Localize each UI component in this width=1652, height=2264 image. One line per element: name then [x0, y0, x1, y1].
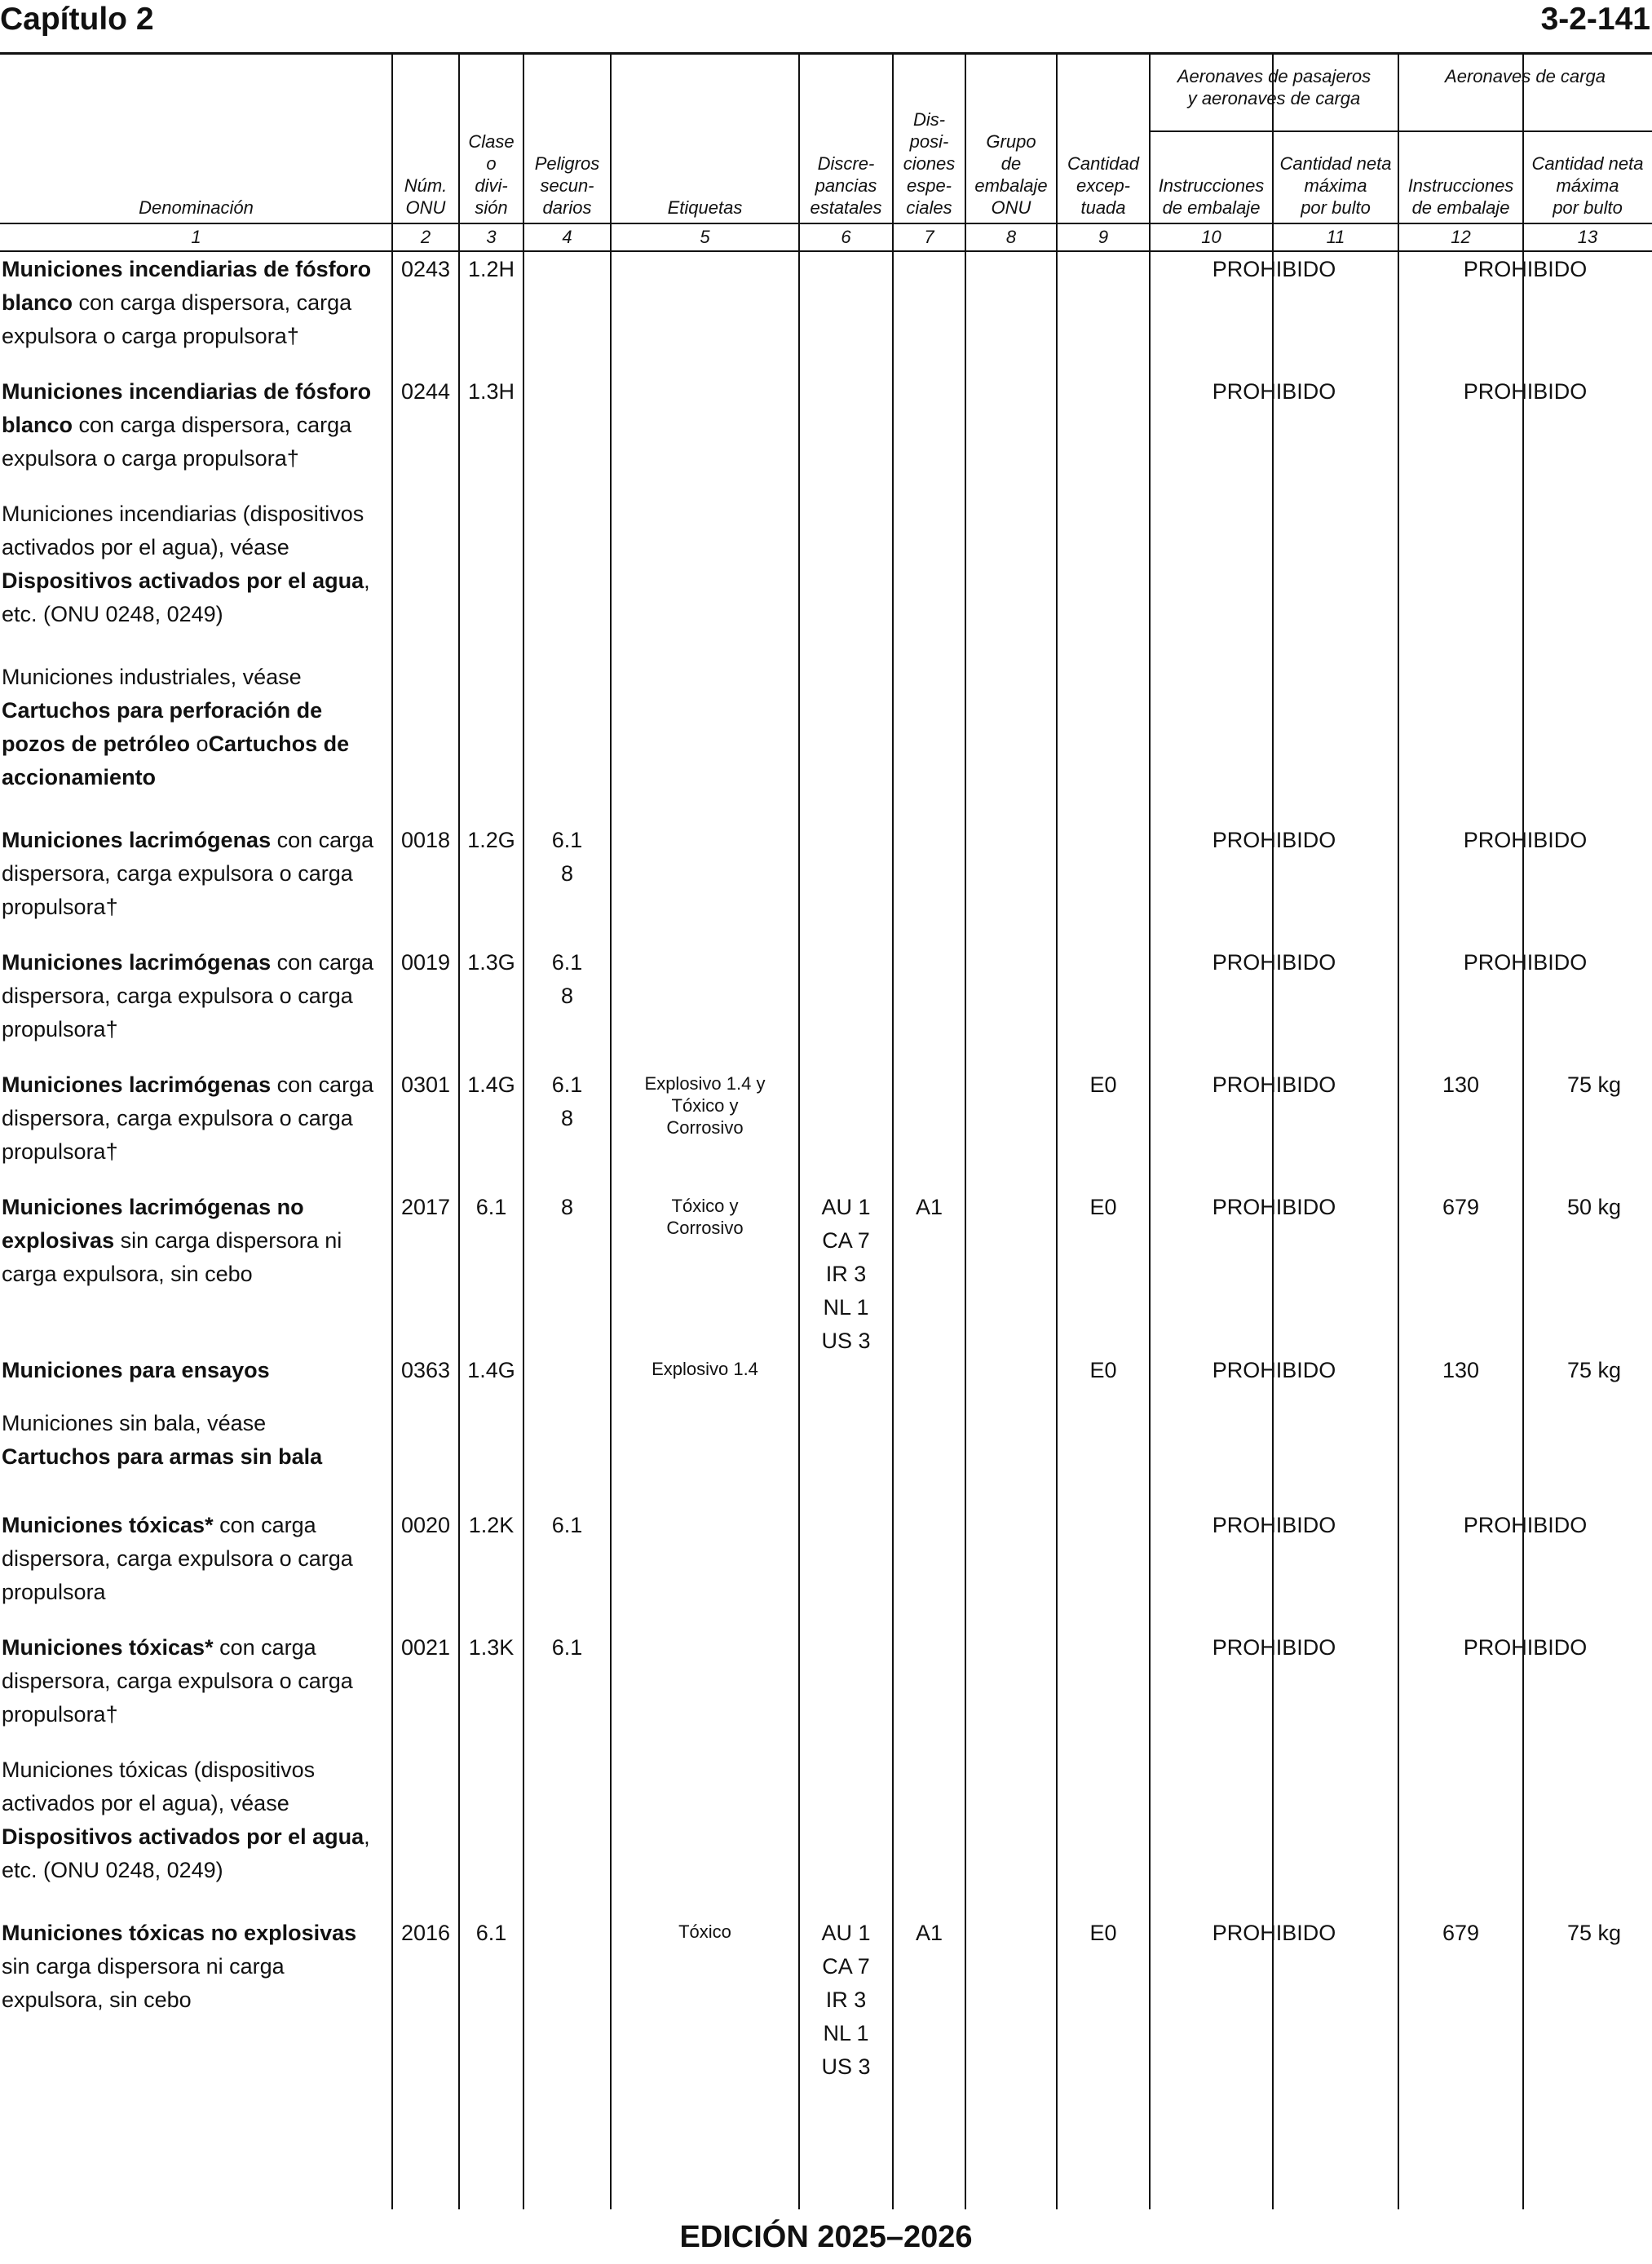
- bold-entry-text: Cartuchos de: [208, 732, 350, 756]
- column-number-7: 7: [924, 227, 934, 247]
- denomination-cell: [2, 497, 387, 631]
- entry-text: expulsora o carga propulsora†: [2, 446, 299, 471]
- column-number-10: 10: [1201, 227, 1221, 247]
- column-number-11: 11: [1326, 227, 1345, 247]
- chapter-title: Capítulo 2: [0, 2, 154, 37]
- special-provision-cell: A1: [915, 1921, 943, 1945]
- column-header-8: Grupo de embalaje ONU: [974, 131, 1048, 218]
- column-header-6: Discre- pancias estatales: [810, 153, 882, 218]
- edition-footer: EDICIÓN 2025–2026: [679, 2220, 973, 2254]
- bold-entry-text: Municiones lacrimógenas: [2, 828, 272, 852]
- class-division-cell: 1.2H: [467, 257, 515, 281]
- cargo-max-quantity-cell: 75 kg: [1566, 1921, 1621, 1945]
- denomination-cell: [2, 1917, 387, 2017]
- entry-text: etc. (ONU 0248, 0249): [2, 1858, 223, 1882]
- column-number-12: 12: [1451, 227, 1471, 247]
- un-number-cell: 0244: [400, 379, 451, 404]
- cargo-packing-instruction-cell: 130: [1442, 1358, 1480, 1382]
- group-header-rule: [1150, 130, 1652, 132]
- column-header-1: Denominación: [139, 197, 254, 218]
- denomination-cell: [2, 1631, 387, 1731]
- entry-text: o: [190, 732, 209, 756]
- column-header-5: Etiquetas: [667, 197, 743, 218]
- un-number-cell: 2017: [400, 1195, 451, 1219]
- entry-text: con carga: [213, 1513, 316, 1537]
- denomination-cell: [2, 1354, 387, 1387]
- cargo-max-quantity-cell: 75 kg: [1566, 1358, 1621, 1382]
- class-division-cell: 1.4G: [467, 1072, 515, 1097]
- passenger-prohibited-text: PROHIBIDO: [1212, 950, 1336, 975]
- denomination-cell: [2, 946, 387, 1046]
- class-division-cell: 1.3H: [467, 379, 515, 404]
- column-header-9: Cantidad excep- tuada: [1067, 153, 1140, 218]
- cargo-prohibited-text: PROHIBIDO: [1463, 379, 1588, 404]
- cargo-prohibited-text: PROHIBIDO: [1463, 950, 1588, 975]
- entry-text: carga expulsora, sin cebo: [2, 1262, 253, 1286]
- entry-text: con carga: [213, 1635, 316, 1660]
- column-header-2: Núm. ONU: [404, 175, 448, 218]
- entry-text: sin carga dispersora ni: [114, 1228, 342, 1253]
- bold-entry-text: Municiones incendiarias de fósforo: [2, 257, 372, 281]
- entry-text: propulsora†: [2, 1017, 118, 1041]
- entry-text: propulsora†: [2, 895, 118, 919]
- bold-entry-text: Cartuchos para perforación de: [2, 698, 323, 723]
- column-number-1: 1: [191, 227, 201, 247]
- column-divider: [892, 54, 894, 2209]
- entry-text: sin carga dispersora ni carga: [2, 1954, 285, 1979]
- entry-text: Municiones tóxicas (dispositivos: [2, 1758, 316, 1782]
- class-division-cell: 6.1: [475, 1921, 507, 1945]
- special-provision-cell: A1: [915, 1195, 943, 1219]
- un-number-cell: 0021: [400, 1635, 451, 1660]
- entry-text: con carga dispersora, carga: [73, 413, 352, 437]
- entry-text: con carga: [271, 950, 374, 975]
- cargo-prohibited-text: PROHIBIDO: [1463, 1635, 1588, 1660]
- state-variation-cell: AU 1 CA 7 IR 3 NL 1 US 3: [821, 1195, 871, 1353]
- label-cell: Tóxico y Corrosivo: [666, 1196, 744, 1238]
- entry-text: dispersora, carga expulsora o carga: [2, 1546, 353, 1571]
- bold-entry-text: Municiones lacrimógenas: [2, 1072, 272, 1097]
- denomination-cell: [2, 1509, 387, 1609]
- column-number-3: 3: [486, 227, 497, 247]
- column-header-13: Cantidad neta máxima por bulto: [1531, 153, 1644, 218]
- secondary-hazard-cell: 6.1 8: [551, 950, 583, 1008]
- state-variation-cell: AU 1 CA 7 IR 3 NL 1 US 3: [821, 1921, 871, 2079]
- entry-text: Municiones sin bala, véase: [2, 1411, 267, 1435]
- excepted-quantity-cell: E0: [1089, 1358, 1117, 1382]
- column-number-6: 6: [841, 227, 851, 247]
- column-header-4: Peligros secun- darios: [534, 153, 600, 218]
- un-number-cell: 0018: [400, 828, 451, 852]
- passenger-prohibited-text: PROHIBIDO: [1212, 1635, 1336, 1660]
- column-number-rule: [0, 250, 1652, 252]
- column-number-9: 9: [1098, 227, 1109, 247]
- denomination-cell: [2, 253, 387, 353]
- entry-text: activados por el agua), véase: [2, 1791, 289, 1815]
- label-cell: Explosivo 1.4 y Tóxico y Corrosivo: [644, 1073, 766, 1138]
- excepted-quantity-cell: E0: [1089, 1921, 1117, 1945]
- passenger-prohibited-text: PROHIBIDO: [1212, 257, 1336, 281]
- un-number-cell: 0363: [400, 1358, 451, 1382]
- denomination-cell: [2, 824, 387, 924]
- bold-entry-text: accionamiento: [2, 765, 157, 789]
- entry-text: dispersora, carga expulsora o carga: [2, 861, 353, 886]
- passenger-prohibited-text: PROHIBIDO: [1212, 1921, 1336, 1945]
- denomination-cell: [2, 1068, 387, 1169]
- cargo-prohibited-text: PROHIBIDO: [1463, 828, 1588, 852]
- column-number-4: 4: [562, 227, 572, 247]
- cargo-max-quantity-cell: 50 kg: [1566, 1195, 1621, 1219]
- bold-entry-text: Municiones para ensayos: [2, 1358, 270, 1382]
- secondary-hazard-cell: 6.1 8: [551, 828, 583, 886]
- column-number-13: 13: [1577, 227, 1598, 247]
- cargo-prohibited-text: PROHIBIDO: [1463, 1513, 1588, 1537]
- class-division-cell: 1.3K: [468, 1635, 515, 1660]
- bold-entry-text: blanco: [2, 290, 73, 315]
- entry-text: con carga: [271, 828, 374, 852]
- entry-text: Municiones industriales, véase: [2, 665, 302, 689]
- entry-text: dispersora, carga expulsora o carga: [2, 1669, 353, 1693]
- column-header-7: Dis- posi- ciones espe- ciales: [903, 109, 956, 218]
- cargo-max-quantity-cell: 75 kg: [1566, 1072, 1621, 1097]
- column-header-10: Instrucciones de embalaje: [1158, 175, 1265, 218]
- bold-entry-text: Municiones tóxicas*: [2, 1513, 214, 1537]
- passenger-prohibited-text: PROHIBIDO: [1212, 1072, 1336, 1097]
- denomination-cell: [2, 661, 387, 794]
- column-divider: [1056, 54, 1058, 2209]
- entry-text: expulsora o carga propulsora†: [2, 324, 299, 348]
- entry-text: dispersora, carga expulsora o carga: [2, 984, 353, 1008]
- class-division-cell: 1.3G: [467, 950, 515, 975]
- un-number-cell: 2016: [400, 1921, 451, 1945]
- entry-text: ,: [364, 568, 370, 593]
- passenger-prohibited-text: PROHIBIDO: [1212, 1513, 1336, 1537]
- cargo-packing-instruction-cell: 679: [1442, 1921, 1480, 1945]
- un-number-cell: 0243: [400, 257, 451, 281]
- entry-text: con carga dispersora, carga: [73, 290, 352, 315]
- cargo-packing-instruction-cell: 679: [1442, 1195, 1480, 1219]
- entry-text: ,: [364, 1824, 370, 1849]
- bold-entry-text: Municiones tóxicas*: [2, 1635, 214, 1660]
- class-division-cell: 1.2K: [468, 1513, 515, 1537]
- denomination-cell: [2, 1753, 387, 1887]
- secondary-hazard-cell: 6.1: [551, 1635, 583, 1660]
- passenger-prohibited-text: PROHIBIDO: [1212, 1195, 1336, 1219]
- bold-entry-text: Dispositivos activados por el agua: [2, 568, 364, 593]
- header-bottom-rule: [0, 223, 1652, 224]
- bold-entry-text: Municiones lacrimógenas: [2, 950, 272, 975]
- denomination-cell: [2, 375, 387, 475]
- entry-text: etc. (ONU 0248, 0249): [2, 602, 223, 626]
- denomination-cell: [2, 1191, 387, 1291]
- entry-text: propulsora†: [2, 1702, 118, 1727]
- column-header-11: Cantidad neta máxima por bulto: [1279, 153, 1392, 218]
- un-number-cell: 0301: [400, 1072, 451, 1097]
- cargo-prohibited-text: PROHIBIDO: [1463, 257, 1588, 281]
- secondary-hazard-cell: 6.1: [551, 1513, 583, 1537]
- bold-entry-text: pozos de petróleo: [2, 732, 191, 756]
- column-number-5: 5: [700, 227, 710, 247]
- entry-text: expulsora, sin cebo: [2, 1988, 192, 2012]
- excepted-quantity-cell: E0: [1089, 1195, 1117, 1219]
- column-number-2: 2: [420, 227, 431, 247]
- denomination-cell: [2, 1407, 387, 1474]
- passenger-prohibited-text: PROHIBIDO: [1212, 1358, 1336, 1382]
- group-header-cargo: Aeronaves de carga: [1445, 66, 1606, 86]
- class-division-cell: 6.1: [475, 1195, 507, 1219]
- bold-entry-text: blanco: [2, 413, 73, 437]
- entry-text: con carga: [271, 1072, 374, 1097]
- class-division-cell: 1.2G: [467, 828, 515, 852]
- entry-text: dispersora, carga expulsora o carga: [2, 1106, 353, 1130]
- bold-entry-text: explosivas: [2, 1228, 115, 1253]
- passenger-prohibited-text: PROHIBIDO: [1212, 379, 1336, 404]
- secondary-hazard-cell: 8: [560, 1195, 574, 1219]
- column-header-12: Instrucciones de embalaje: [1407, 175, 1514, 218]
- entry-text: Municiones incendiarias (dispositivos: [2, 502, 364, 526]
- cargo-packing-instruction-cell: 130: [1442, 1072, 1480, 1097]
- page-number: 3-2-141: [1540, 2, 1650, 37]
- passenger-prohibited-text: PROHIBIDO: [1212, 828, 1336, 852]
- label-cell: Tóxico: [678, 1921, 731, 1942]
- entry-text: propulsora†: [2, 1139, 118, 1164]
- excepted-quantity-cell: E0: [1089, 1072, 1117, 1097]
- bold-entry-text: Municiones incendiarias de fósforo: [2, 379, 372, 404]
- secondary-hazard-cell: 6.1 8: [551, 1072, 583, 1130]
- column-divider: [965, 54, 966, 2209]
- un-number-cell: 0019: [400, 950, 451, 975]
- bold-entry-text: Municiones lacrimógenas no: [2, 1195, 304, 1219]
- un-number-cell: 0020: [400, 1513, 451, 1537]
- class-division-cell: 1.4G: [467, 1358, 515, 1382]
- bold-entry-text: Cartuchos para armas sin bala: [2, 1444, 323, 1469]
- label-cell: Explosivo 1.4: [652, 1359, 758, 1379]
- entry-text: activados por el agua), véase: [2, 535, 289, 559]
- bold-entry-text: Dispositivos activados por el agua: [2, 1824, 364, 1849]
- column-header-3: Clase o divi- sión: [468, 131, 515, 218]
- entry-text: propulsora: [2, 1580, 106, 1604]
- column-number-8: 8: [1005, 227, 1017, 247]
- bold-entry-text: Municiones tóxicas no explosivas: [2, 1921, 357, 1945]
- group-header-passenger: Aeronaves de pasajeros y aeronaves de carga: [1177, 66, 1372, 108]
